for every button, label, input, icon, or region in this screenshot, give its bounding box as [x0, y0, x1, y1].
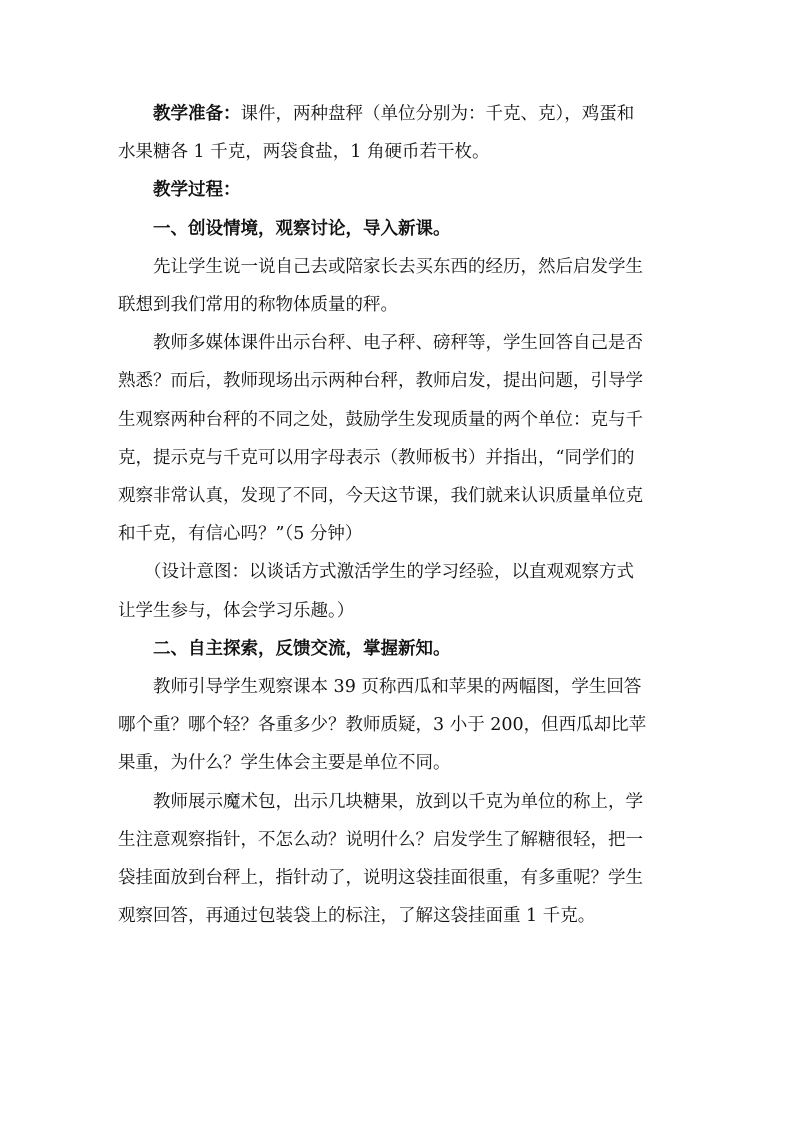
paragraph-line: 和千克，有信心吗？”（5 分钟） — [118, 524, 363, 545]
paragraph-line: 熟悉？而后，教师现场出示两种台秤，教师启发，提出问题，引导学 — [118, 371, 643, 392]
document-page — [118, 95, 678, 935]
paragraph-line: 教师展示魔术包，出示几块糖果，放到以千克为单位的称上，学 — [153, 791, 643, 812]
preparation-text-1: 课件，两种盘秤（单位分别为：千克、克），鸡蛋和 — [240, 104, 635, 124]
section-1-paragraph-1 — [118, 248, 678, 324]
paragraph-line: 观察非常认真，发现了不同，今天这节课，我们就来认识质量单位克 — [118, 486, 643, 507]
process-heading: 教学过程： — [153, 180, 241, 201]
preparation-label: 教学准备： — [153, 104, 241, 124]
section-2-paragraph-2 — [118, 783, 678, 936]
paragraph-line: 生观察两种台秤的不同之处，鼓励学生发现质量的两个单位：克与千 — [118, 409, 643, 430]
paragraph-line: 观察回答，再通过包装袋上的标注，了解这袋挂面重 1 千克。 — [118, 906, 596, 927]
paragraph-line: （设计意图：以谈话方式激活学生的学习经验，以直观观察方式 — [144, 562, 634, 583]
preparation-line-2: 水果糖各 1 千克，两袋食盐，1 角硬币若干枚。 — [118, 142, 490, 163]
preparation-line-1 — [118, 95, 678, 133]
preparation-paragraph — [118, 95, 678, 171]
paragraph-line: 先让学生说一说自己去或陪家长去买东西的经历，然后启发学生 — [153, 256, 643, 277]
paragraph-line: 教师多媒体课件出示台秤、电子秤、磅秤等，学生回答自己是否 — [153, 333, 643, 354]
section-2-paragraph-1 — [118, 668, 678, 783]
paragraph-line: 联想到我们常用的称物体质量的秤。 — [118, 295, 398, 316]
paragraph-line: 生注意观察指针，不怎么动？说明什么？启发学生了解糖很轻，把一 — [118, 829, 643, 850]
paragraph-line: 克，提示克与千克可以用字母表示（教师板书）并指出，“同学们的 — [118, 447, 635, 468]
section-1-heading: 一、创设情境，观察讨论，导入新课。 — [153, 218, 451, 239]
paragraph-line: 袋挂面放到台秤上，指针动了，说明这袋挂面很重，有多重呢？学生 — [118, 868, 643, 889]
section-2-heading: 二、自主探索，反馈交流，掌握新知。 — [153, 638, 451, 659]
section-1-design-intent — [118, 553, 678, 629]
paragraph-line: 果重，为什么？学生体会主要是单位不同。 — [118, 753, 451, 774]
paragraph-line: 哪个重？哪个轻？各重多少？教师质疑，3 小于 200，但西瓜却比苹 — [118, 715, 647, 736]
section-1-paragraph-2 — [118, 324, 678, 553]
paragraph-line: 让学生参与，体会学习乐趣。） — [118, 600, 355, 621]
paragraph-line: 教师引导学生观察课本 39 页称西瓜和苹果的两幅图，学生回答 — [153, 677, 642, 698]
